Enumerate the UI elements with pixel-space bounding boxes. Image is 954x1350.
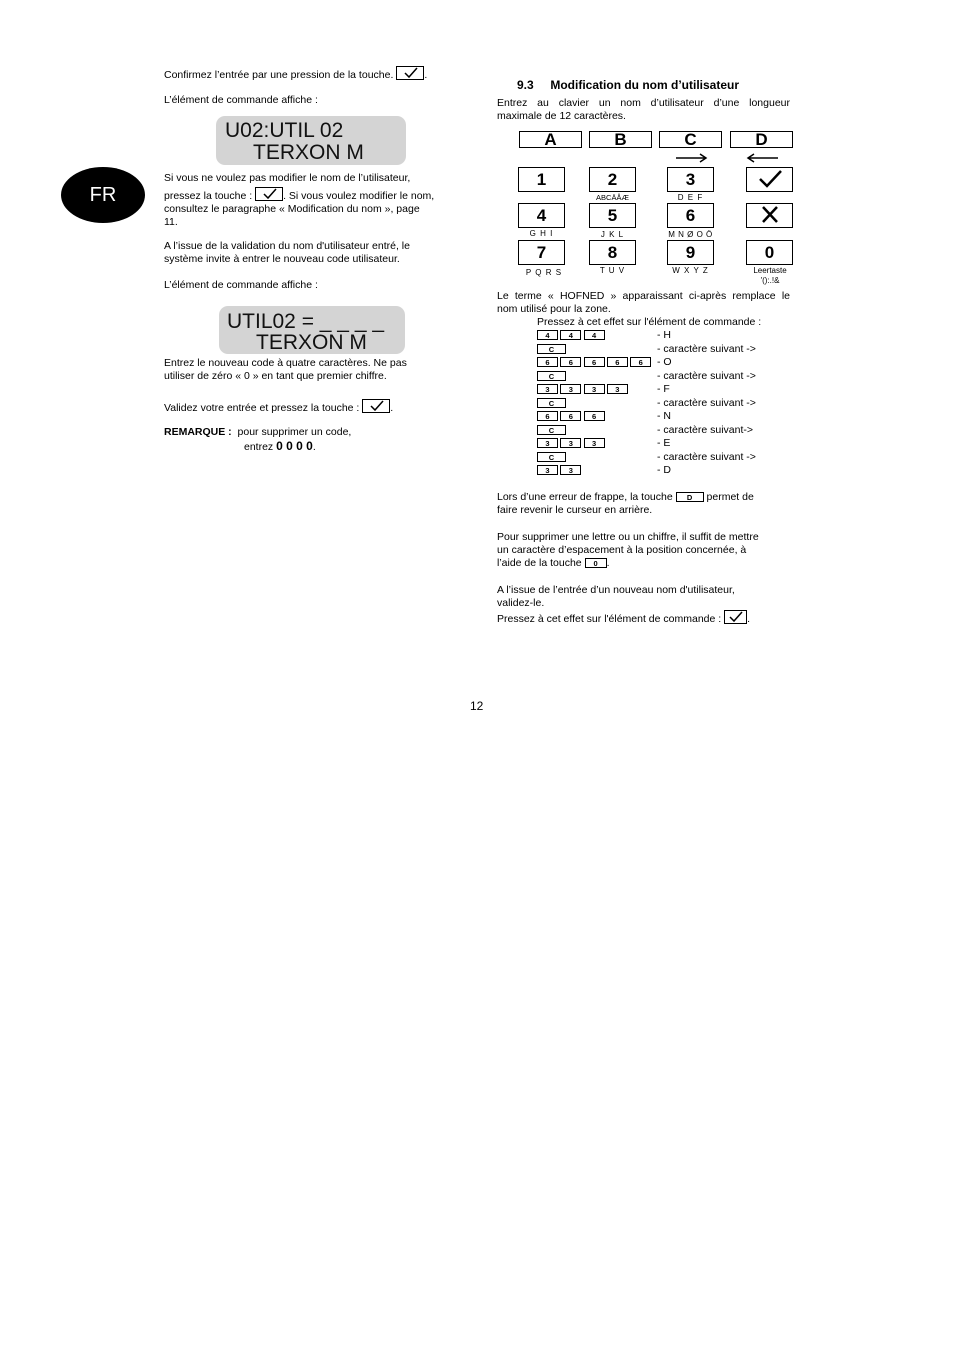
arrow-right-icon xyxy=(676,152,708,164)
sequence-label: - caractère suivant-> xyxy=(657,424,753,436)
digit-key: 4 xyxy=(560,330,581,340)
c-key: C xyxy=(537,344,566,354)
cross-key-icon xyxy=(746,203,793,228)
digit-key: 6 xyxy=(537,411,558,421)
displays-label-1: L’élément de commande affiche : xyxy=(164,94,318,106)
digit-key: 6 xyxy=(560,411,581,421)
check-key-icon xyxy=(255,187,283,201)
end-paragraph: A l’issue de l’entrée d’un nouveau nom d'utilisateur, validez-le. Pressez à cet effet sur l'élément de commande : . xyxy=(497,584,751,625)
check-key-icon xyxy=(362,399,390,413)
digit-key: 6 xyxy=(537,357,558,367)
delete-paragraph: Pour supprimer une lettre ou un chiffre, il suffit de mettre un caractère d’espacement à la position concernée, à l’aide de la touche 0 . xyxy=(497,531,759,569)
confirm-text: Confirmez l’entrée par une pression de la touche. . xyxy=(164,66,427,82)
sequence-label: - caractère suivant -> xyxy=(657,397,756,409)
digit-key: 3 xyxy=(584,438,605,448)
c-key: C xyxy=(537,425,566,435)
c-key: C xyxy=(537,398,566,408)
key-4: 4 xyxy=(518,203,565,228)
digit-key: 3 xyxy=(584,384,605,394)
check-key-icon xyxy=(746,167,793,192)
lcd1-line1: U02:UTIL 02 xyxy=(225,119,344,142)
key-a: A xyxy=(519,131,582,148)
key-b: B xyxy=(589,131,652,148)
digit-key: 3 xyxy=(560,465,581,475)
key-8: 8 xyxy=(589,240,636,265)
digit-key: 6 xyxy=(584,357,605,367)
zero-key: 0 xyxy=(585,558,607,568)
d-key: D xyxy=(676,492,704,502)
digit-key: 4 xyxy=(584,330,605,340)
key-3: 3 xyxy=(667,167,714,192)
key-c: C xyxy=(659,131,722,148)
digit-key: 3 xyxy=(560,438,581,448)
digit-key: 3 xyxy=(607,384,628,394)
key-9: 9 xyxy=(667,240,714,265)
lcd1-line2: TERXON M xyxy=(253,141,364,164)
key-6: 6 xyxy=(667,203,714,228)
sequence-label: - E xyxy=(657,437,671,449)
sequence-label: - O xyxy=(657,356,672,368)
lcd2-line2: TERXON M xyxy=(256,331,367,354)
key-2: 2 xyxy=(589,167,636,192)
section-heading: 9.3 Modification du nom d’utilisateur xyxy=(517,78,740,92)
key-0: 0 xyxy=(746,240,793,265)
digit-key: 3 xyxy=(560,384,581,394)
key-d: D xyxy=(730,131,793,148)
digit-key: 3 xyxy=(537,465,558,475)
digit-key: 3 xyxy=(537,384,558,394)
error-paragraph: Lors d’une erreur de frappe, la touche D permet de faire revenir le curseur en arrière. xyxy=(497,491,754,516)
digit-key: 6 xyxy=(560,357,581,367)
arrow-left-icon xyxy=(746,152,778,164)
digit-key: 3 xyxy=(537,438,558,448)
check-key-icon xyxy=(724,610,747,624)
lcd2-line1: UTIL02 = _ _ _ _ xyxy=(227,310,385,333)
new-code-paragraph: Entrez le nouveau code à quatre caractères. Ne pas utiliser de zéro « 0 » en tant que premier chiffre. xyxy=(164,357,407,382)
c-key: C xyxy=(537,371,566,381)
sequence-label: - D xyxy=(657,464,671,476)
c-key: C xyxy=(537,452,566,462)
remark: REMARQUE : pour supprimer un code, entrez 0 0 0 0. xyxy=(164,426,352,453)
language-tab: FR xyxy=(61,167,145,223)
digit-key: 4 xyxy=(537,330,558,340)
press-text: Pressez à cet effet sur l'élément de commande : xyxy=(537,316,762,328)
lcd-display-2 xyxy=(219,306,405,354)
digit-key: 6 xyxy=(630,357,651,367)
sequence-label: - F xyxy=(657,383,670,395)
validation-paragraph: A l’issue de la validation du nom d'utilisateur entré, le système invite à entrer le nouveau code utilisateur. xyxy=(164,240,410,265)
page-number: 12 xyxy=(470,699,484,713)
intro-paragraph: Entrez au clavier un nom d’utilisateur d’une longueur maximale de 12 caractères. xyxy=(497,97,790,122)
check-key-icon xyxy=(396,66,424,80)
sequence-label: - H xyxy=(657,329,671,341)
sequence-label: - caractère suivant -> xyxy=(657,370,756,382)
digit-key: 6 xyxy=(584,411,605,421)
remark-code: 0 0 0 0 xyxy=(276,439,313,453)
remark-label: REMARQUE : xyxy=(164,426,232,438)
sequence-label: - caractère suivant -> xyxy=(657,451,756,463)
validate-text: Validez votre entrée et pressez la touche : . xyxy=(164,399,393,415)
sequence-label: - caractère suivant -> xyxy=(657,343,756,355)
sequence-label: - N xyxy=(657,410,671,422)
term-paragraph: Le terme « HOFNED » apparaissant ci-après remplace le nom utilisé pour la zone. xyxy=(497,290,790,315)
key-5: 5 xyxy=(589,203,636,228)
key-1: 1 xyxy=(518,167,565,192)
no-modify-paragraph: Si vous ne voulez pas modifier le nom de l’utilisateur, pressez la touche : . Si vous voulez modifier le nom, consultez le paragraphe « Modification du nom », page 11. xyxy=(164,172,435,228)
lcd-display-1 xyxy=(216,116,406,165)
key-7: 7 xyxy=(518,240,565,265)
displays-label-2: L’élément de commande affiche : xyxy=(164,279,318,291)
digit-key: 6 xyxy=(607,357,628,367)
